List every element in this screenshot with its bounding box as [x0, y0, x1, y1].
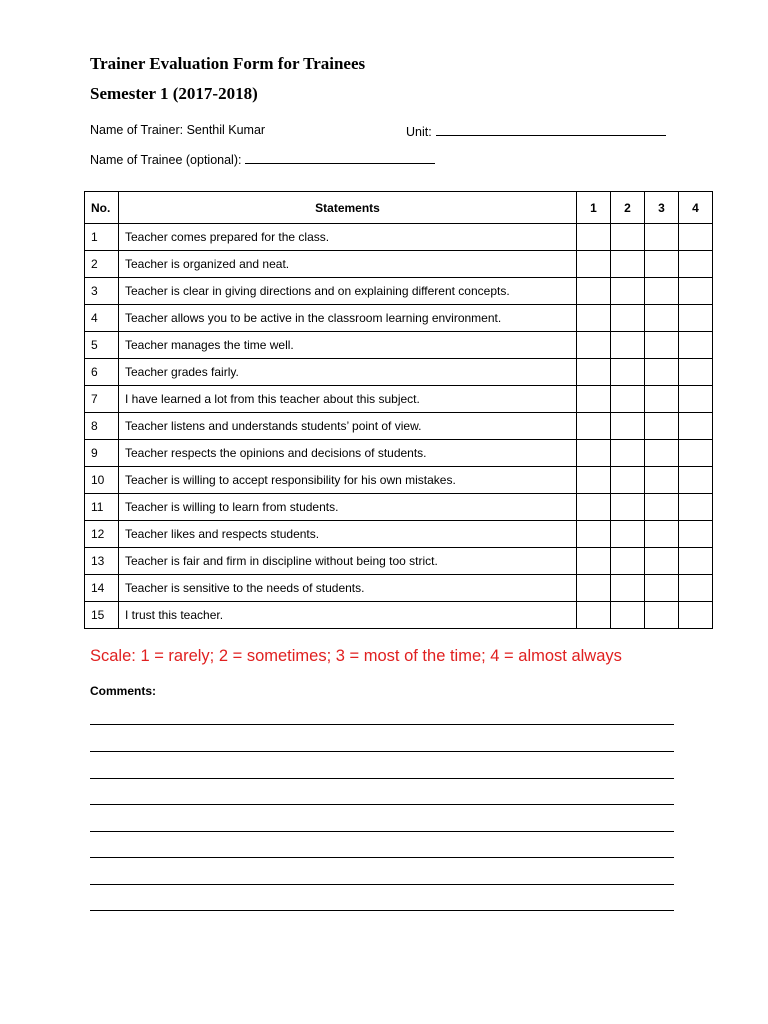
table-header-row	[85, 192, 713, 224]
trainer-name-label: Name of Trainer:	[90, 123, 184, 137]
comments-label: Comments:	[90, 684, 157, 698]
rating-cell-2[interactable]	[611, 278, 645, 305]
rating-cell-3[interactable]	[645, 413, 679, 440]
row-number: 11	[85, 494, 119, 521]
table-row	[85, 440, 713, 467]
row-statement: Teacher likes and respects students.	[119, 521, 577, 548]
trainee-name-field	[90, 151, 435, 167]
rating-cell-2[interactable]	[611, 548, 645, 575]
rating-cell-1[interactable]	[577, 602, 611, 629]
comment-line[interactable]	[90, 751, 674, 752]
rating-cell-1[interactable]	[577, 278, 611, 305]
comment-line[interactable]	[90, 857, 674, 858]
table-body	[85, 224, 713, 629]
table-row	[85, 359, 713, 386]
row-statement: Teacher grades fairly.	[119, 359, 577, 386]
rating-cell-4[interactable]	[679, 386, 713, 413]
evaluation-table	[84, 191, 713, 629]
table-row	[85, 467, 713, 494]
rating-cell-4[interactable]	[679, 575, 713, 602]
comment-line[interactable]	[90, 884, 674, 885]
trainer-name-value: Senthil Kumar	[186, 123, 266, 137]
table-row	[85, 548, 713, 575]
unit-label: Unit:	[406, 125, 432, 139]
rating-cell-2[interactable]	[611, 413, 645, 440]
row-statement: I trust this teacher.	[119, 602, 577, 629]
rating-cell-3[interactable]	[645, 521, 679, 548]
comment-line[interactable]	[90, 804, 674, 805]
row-number: 4	[85, 305, 119, 332]
rating-cell-1[interactable]	[577, 467, 611, 494]
rating-cell-4[interactable]	[679, 602, 713, 629]
rating-cell-4[interactable]	[679, 359, 713, 386]
row-number: 9	[85, 440, 119, 467]
row-number: 6	[85, 359, 119, 386]
header-statements: Statements	[119, 192, 577, 224]
rating-cell-3[interactable]	[645, 278, 679, 305]
rating-cell-4[interactable]	[679, 251, 713, 278]
row-statement: Teacher is willing to learn from students.	[119, 494, 577, 521]
row-statement: Teacher comes prepared for the class.	[119, 224, 577, 251]
header-score-4: 4	[679, 192, 713, 224]
row-number: 5	[85, 332, 119, 359]
rating-cell-4[interactable]	[679, 440, 713, 467]
rating-cell-2[interactable]	[611, 467, 645, 494]
rating-cell-2[interactable]	[611, 521, 645, 548]
rating-cell-1[interactable]	[577, 413, 611, 440]
rating-cell-3[interactable]	[645, 386, 679, 413]
rating-cell-4[interactable]	[679, 521, 713, 548]
row-number: 10	[85, 467, 119, 494]
rating-cell-2[interactable]	[611, 251, 645, 278]
row-statement: Teacher is sensitive to the needs of students.	[119, 575, 577, 602]
rating-cell-2[interactable]	[611, 494, 645, 521]
table-row	[85, 305, 713, 332]
rating-cell-2[interactable]	[611, 602, 645, 629]
unit-field	[406, 123, 666, 139]
rating-cell-4[interactable]	[679, 332, 713, 359]
rating-cell-4[interactable]	[679, 224, 713, 251]
rating-cell-1[interactable]	[577, 494, 611, 521]
rating-cell-1[interactable]	[577, 575, 611, 602]
rating-cell-4[interactable]	[679, 494, 713, 521]
rating-cell-4[interactable]	[679, 467, 713, 494]
rating-cell-2[interactable]	[611, 224, 645, 251]
trainee-blank-line[interactable]	[245, 151, 435, 164]
row-number: 13	[85, 548, 119, 575]
header-score-2: 2	[611, 192, 645, 224]
table-row	[85, 386, 713, 413]
table-row	[85, 251, 713, 278]
rating-cell-3[interactable]	[645, 602, 679, 629]
rating-cell-4[interactable]	[679, 413, 713, 440]
header-no: No.	[85, 192, 119, 224]
row-number: 2	[85, 251, 119, 278]
comment-line[interactable]	[90, 724, 674, 725]
comment-line[interactable]	[90, 831, 674, 832]
rating-cell-3[interactable]	[645, 359, 679, 386]
comment-line[interactable]	[90, 910, 674, 911]
row-statement: Teacher respects the opinions and decisions of students.	[119, 440, 577, 467]
row-number: 1	[85, 224, 119, 251]
rating-cell-1[interactable]	[577, 332, 611, 359]
rating-cell-4[interactable]	[679, 305, 713, 332]
table-row	[85, 494, 713, 521]
rating-cell-1[interactable]	[577, 548, 611, 575]
rating-cell-1[interactable]	[577, 359, 611, 386]
rating-cell-3[interactable]	[645, 224, 679, 251]
trainer-name-field	[90, 123, 265, 137]
rating-cell-1[interactable]	[577, 440, 611, 467]
rating-cell-1[interactable]	[577, 521, 611, 548]
rating-cell-3[interactable]	[645, 440, 679, 467]
table-row	[85, 332, 713, 359]
row-statement: Teacher is clear in giving directions and on explaining different concepts.	[119, 278, 577, 305]
rating-cell-2[interactable]	[611, 575, 645, 602]
unit-blank-line[interactable]	[436, 123, 666, 136]
rating-cell-3[interactable]	[645, 332, 679, 359]
rating-cell-3[interactable]	[645, 467, 679, 494]
row-statement: Teacher manages the time well.	[119, 332, 577, 359]
row-statement: Teacher listens and understands students’ point of view.	[119, 413, 577, 440]
scale-legend: Scale: 1 = rarely; 2 = sometimes; 3 = most of the time; 4 = almost always	[90, 647, 622, 665]
table-row	[85, 602, 713, 629]
rating-cell-1[interactable]	[577, 224, 611, 251]
row-number: 14	[85, 575, 119, 602]
rating-cell-3[interactable]	[645, 494, 679, 521]
row-number: 12	[85, 521, 119, 548]
rating-cell-2[interactable]	[611, 440, 645, 467]
row-statement: Teacher is organized and neat.	[119, 251, 577, 278]
row-statement: Teacher allows you to be active in the classroom learning environment.	[119, 305, 577, 332]
table-row	[85, 278, 713, 305]
rating-cell-3[interactable]	[645, 305, 679, 332]
rating-cell-1[interactable]	[577, 386, 611, 413]
semester-label: Semester 1 (2017-2018)	[90, 84, 258, 103]
table-row	[85, 521, 713, 548]
row-number: 15	[85, 602, 119, 629]
trainee-name-label: Name of Trainee (optional):	[90, 153, 242, 167]
header-score-3: 3	[645, 192, 679, 224]
header-score-1: 1	[577, 192, 611, 224]
rating-cell-1[interactable]	[577, 251, 611, 278]
row-statement: I have learned a lot from this teacher about this subject.	[119, 386, 577, 413]
table-row	[85, 413, 713, 440]
row-statement: Teacher is willing to accept responsibility for his own mistakes.	[119, 467, 577, 494]
rating-cell-2[interactable]	[611, 332, 645, 359]
row-number: 3	[85, 278, 119, 305]
rating-cell-4[interactable]	[679, 548, 713, 575]
rating-cell-2[interactable]	[611, 386, 645, 413]
table-row	[85, 224, 713, 251]
rating-cell-4[interactable]	[679, 278, 713, 305]
rating-cell-2[interactable]	[611, 359, 645, 386]
form-title: Trainer Evaluation Form for Trainees	[90, 54, 366, 73]
rating-cell-3[interactable]	[645, 548, 679, 575]
row-number: 7	[85, 386, 119, 413]
rating-cell-2[interactable]	[611, 305, 645, 332]
rating-cell-3[interactable]	[645, 251, 679, 278]
row-statement: Teacher is fair and firm in discipline without being too strict.	[119, 548, 577, 575]
rating-cell-3[interactable]	[645, 575, 679, 602]
row-number: 8	[85, 413, 119, 440]
comment-line[interactable]	[90, 778, 674, 779]
rating-cell-1[interactable]	[577, 305, 611, 332]
table-row	[85, 575, 713, 602]
